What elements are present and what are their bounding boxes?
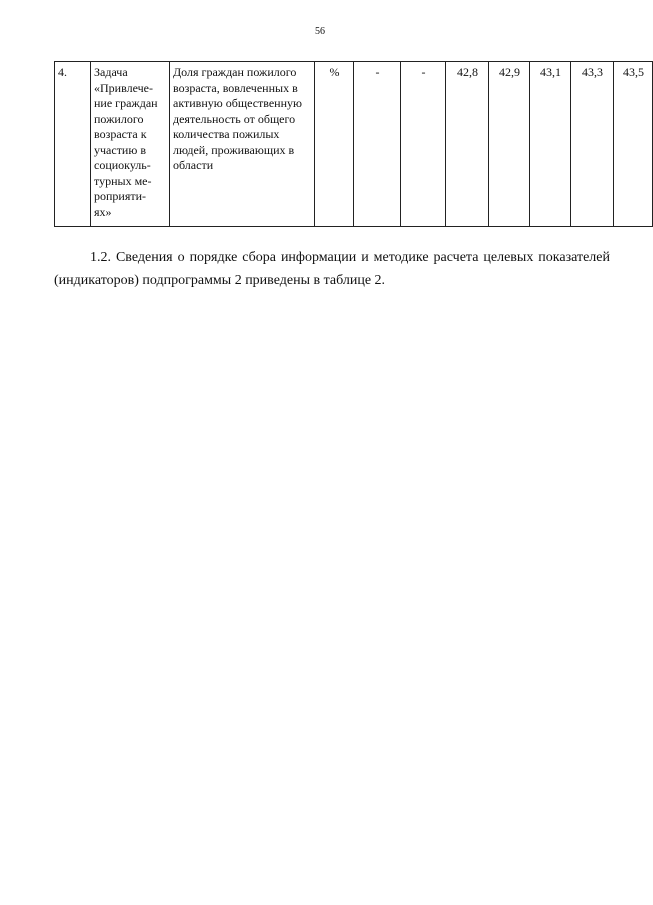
value-cell: 42,9 (489, 62, 530, 227)
indicator-description-cell: Доля граждан пожилого возраста, вовлеченных в активную общественную деятельность от общего количества пожилых людей, проживающих в области (170, 62, 315, 227)
task-cell: Задача «Привлече- ние граждан пожилого возраста к участию в социокуль- турных ме- роприяти- ях» (91, 62, 170, 227)
page-number: 56 (315, 26, 325, 37)
value-cell: 43,5 (614, 62, 653, 227)
value-cell: 42,8 (446, 62, 489, 227)
row-number-cell: 4. (55, 62, 91, 227)
table-row (55, 62, 653, 227)
unit-cell: % (315, 62, 354, 227)
value-cell: 43,3 (571, 62, 614, 227)
indicators-table (54, 61, 653, 227)
value-cell: 43,1 (530, 62, 571, 227)
body-paragraph: 1.2. Сведения о порядке сбора информации и методике расчета целевых показателей (индикаторов) подпрограммы 2 приведены в таблице 2. (54, 250, 610, 288)
empty-value-cell: - (401, 62, 446, 227)
empty-value-cell: - (354, 62, 401, 227)
